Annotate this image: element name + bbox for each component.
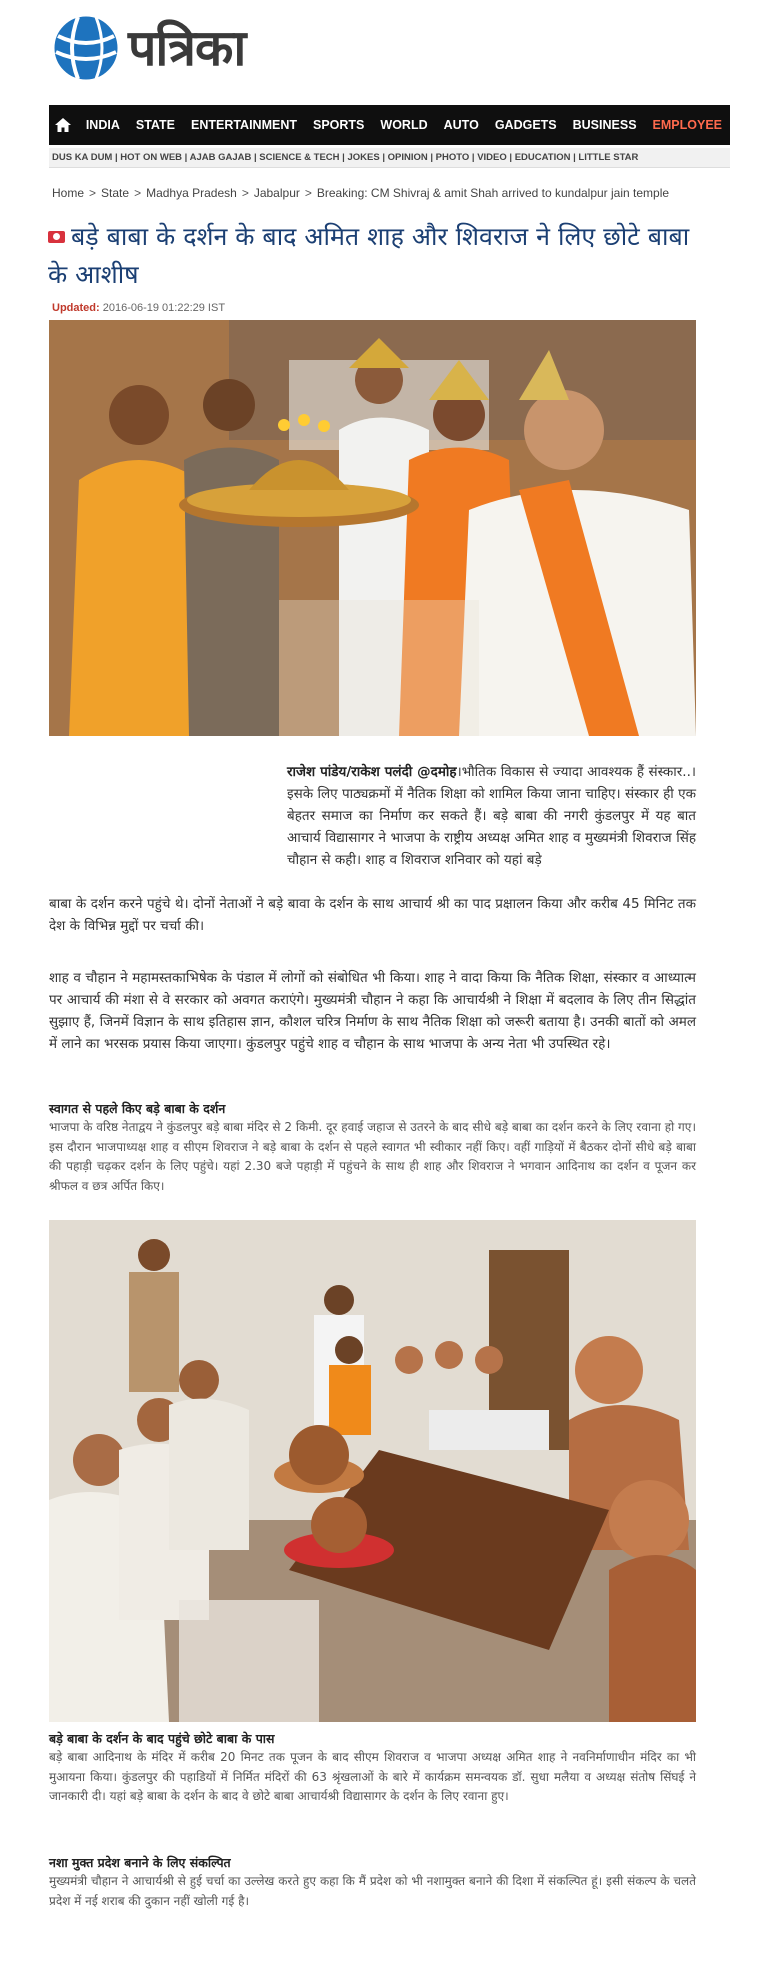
nav-item-india[interactable]: INDIA bbox=[85, 118, 120, 132]
camera-icon bbox=[48, 231, 65, 243]
breadcrumb bbox=[52, 186, 669, 200]
nav-home-button[interactable] bbox=[49, 105, 78, 145]
main-nav bbox=[49, 105, 730, 145]
article-title-text: बड़े बाबा के दर्शन के बाद अमित शाह और शिवराज ने लिए छोटे बाबा के आशीष bbox=[48, 222, 690, 289]
globe-logo-icon bbox=[52, 14, 120, 82]
updated-value: 2016-06-19 01:22:29 IST bbox=[102, 302, 226, 314]
article-photo-1 bbox=[49, 320, 696, 736]
subsection-1-text: भाजपा के वरिष्ठ नेताद्वय ने कुंडलपुर बड़े बाबा मंदिर से 2 किमी. दूर हवाई जहाज से उतरने के बाद सीधे बड़े बाबा का दर्शन करने के लिए रवाना हो गए। इस दौरान भाजपाध्यक्ष शाह व सीएम शिवराज ने बड़े बाबा के दर्शन से पहले स्वागत भी स्वीकार नहीं किए। वहीं गाड़ियों में बैठकर दोनों सीधे बड़े बाबा की पहाड़ी चढ़कर दर्शन के लिए पहुंचे। यहां 2.30 बजे पहाड़ी में पहुंचने के साथ ही शाह और शिवराज ने भगवान आदिनाथ का दर्शन व पूजन कर श्रीफल व छत्र अर्पित किए। bbox=[49, 1120, 696, 1193]
subsection-3-text: मुख्यमंत्री चौहान ने आचार्यश्री से हुई चर्चा का उल्लेख करते हुए कहा कि मैं प्रदेश को भी नशामुक्त बनाने की दिशा में संकल्पित हूं। इसी संकल्प के चलते प्रदेश में नई शराब की दुकान नहीं खोली गई है। bbox=[49, 1874, 696, 1908]
photo-2-illustration bbox=[49, 1220, 696, 1722]
nav-item-auto[interactable]: AUTO bbox=[443, 118, 479, 132]
nav-item-business[interactable]: BUSINESS bbox=[572, 118, 637, 132]
article-title bbox=[48, 218, 708, 294]
breadcrumb-separator: > bbox=[134, 186, 142, 200]
article-photo-2 bbox=[49, 1220, 696, 1722]
nav-item-world[interactable]: WORLD bbox=[380, 118, 428, 132]
subsection-2-text: बड़े बाबा आदिनाथ के मंदिर में करीब 20 मिनट तक पूजन के बाद सीएम शिवराज व भाजपा अध्यक्ष अमित शाह ने नवनिर्माणाधीन मंदिर का भी मुआयना किया। कुंडलपुर की पहाडियों में निर्मित मंदिरों की 63 श्रृंखलाओं के बारे में कार्यक्रम समन्वयक डॉ. सुधा मलैया व अध्यक्ष संतोष सिंघई ने जानकारी दी। यहां बड़े बाबा के दर्शन के बाद वे छोटे बाबा आचार्यश्री विद्यासागर के दर्शन के लिए रवाना हुए। bbox=[49, 1750, 696, 1803]
article-byline: राजेश पांडेय/राकेश पलंदी @दमोह bbox=[287, 764, 457, 780]
breadcrumb-separator: > bbox=[241, 186, 249, 200]
nav-item-gadgets[interactable]: GADGETS bbox=[494, 118, 557, 132]
breadcrumb-jabalpur[interactable]: Jabalpur bbox=[253, 186, 300, 200]
home-icon bbox=[54, 117, 72, 133]
article-lead bbox=[287, 761, 696, 871]
nav-item-state[interactable]: STATE bbox=[135, 118, 175, 132]
breadcrumb-separator: > bbox=[89, 186, 97, 200]
breadcrumb-madhya-pradesh[interactable]: Madhya Pradesh bbox=[146, 186, 237, 200]
article-lead-text: ।भौतिक विकास से ज्यादा आवश्यक हैं संस्कार..। इसके लिए पाठ्यक्रमों में नैतिक शिक्षा को शामिल किया जाना चाहिए। संस्कार ही एक बेहतर समाज का निर्माण कर सकते हैं। बड़े बाबा की नगरी कुंडलपुर में यह बात आचार्य विद्यासागर ने भाजपा के राष्ट्रीय अध्यक्ष अमित शाह व मुख्यमंत्री शिवराज सिंह चौहान से कही। शाह व शिवराज शनिवार को यहां बड़े bbox=[287, 764, 696, 868]
article-lead-continued: बाबा के दर्शन करने पहुंचे थे। दोनों नेताओं ने बड़े बावा के दर्शन के साथ आचार्य श्री का पाद प्रक्षालन किया और करीब 45 मिनिट तक देश के विभिन्न मुद्दों पर चर्चा की। bbox=[49, 896, 696, 934]
article-header bbox=[48, 218, 708, 294]
updated-label: Updated: bbox=[52, 302, 100, 314]
breadcrumb-separator: > bbox=[304, 186, 312, 200]
sub-nav[interactable] bbox=[49, 148, 730, 168]
nav-item-entertainment[interactable]: ENTERTAINMENT bbox=[190, 118, 297, 132]
logo-text: पत्रिका bbox=[128, 19, 246, 77]
nav-item-employee[interactable]: EMPLOYEE bbox=[652, 118, 722, 132]
subheading-3: नशा मुक्त प्रदेश बनाने के लिए संकल्पित bbox=[49, 1855, 231, 1870]
photo-1-illustration bbox=[49, 320, 696, 736]
subheading-2: बड़े बाबा के दर्शन के बाद पहुंचे छोटे बाबा के पास bbox=[49, 1731, 275, 1746]
breadcrumb-home[interactable]: Home bbox=[52, 186, 85, 200]
updated-timestamp bbox=[52, 302, 225, 314]
article-paragraph-2: शाह व चौहान ने महामस्तकाभिषेक के पंडाल में लोगों को संबोधित भी किया। शाह ने वादा किया कि नैतिक शिक्षा, संस्कार व आध्यात्म पर आचार्य की मंशा से वे सरकार को अवगत कराएंगे। मुख्यमंत्री चौहान ने कहा कि आचार्यश्री ने शिक्षा में बदलाव के लिए तीन सिद्धांत सुझाए हैं, जिनमें विज्ञान के साथ इतिहास ज्ञान, कौशल चरित्र निर्माण के साथ नैतिक शिक्षा को जरूरी बताया है। उनकी बातों को अमल में लाने का भरसक प्रयास किया जाएगा। कुंडलपुर पहुंचे शाह व चौहान के साथ भाजपा के अन्य नेता भी उपस्थित रहे। bbox=[49, 970, 696, 1052]
breadcrumb-current: Breaking: CM Shivraj & amit Shah arrived to kundalpur jain temple bbox=[316, 186, 670, 200]
breadcrumb-state[interactable]: State bbox=[101, 186, 130, 200]
sub-nav-links[interactable]: DUS KA DUM | HOT ON WEB | AJAB GAJAB | SCIENCE & TECH | JOKES | OPINION | PHOTO | VIDEO | EDUCATION | LITTLE STAR bbox=[52, 152, 639, 163]
site-logo[interactable] bbox=[52, 14, 312, 84]
nav-item-sports[interactable]: SPORTS bbox=[313, 118, 365, 132]
subheading-1: स्वागत से पहले किए बड़े बाबा के दर्शन bbox=[49, 1101, 226, 1116]
